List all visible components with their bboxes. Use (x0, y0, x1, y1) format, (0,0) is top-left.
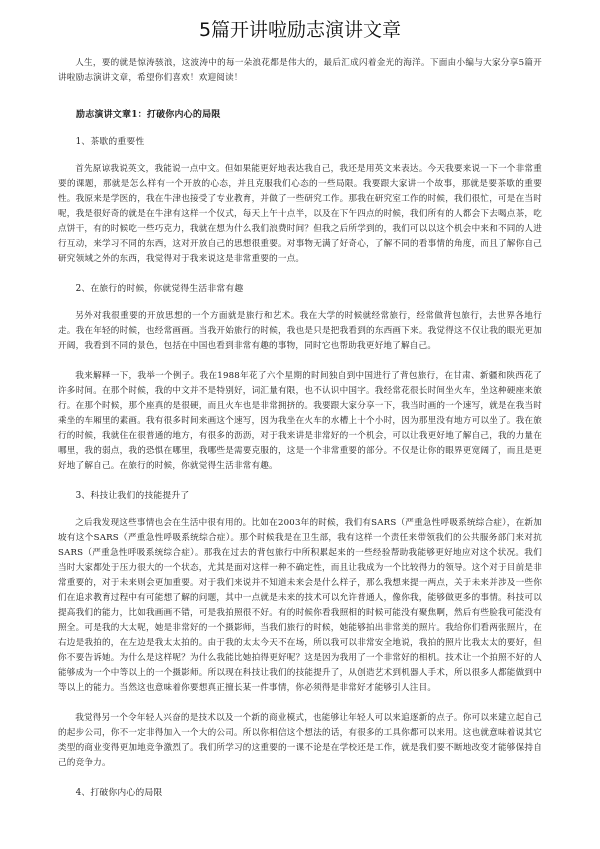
subheading-2: 2、在旅行的时候，你就觉得生活非常有趣 (75, 284, 244, 294)
intro-paragraph: 人生，要的就是惊涛骇浪，这波涛中的每一朵浪花都是伟大的，最后汇成闪着金光的海洋。下面由小编与大家分享5篇开讲啦励志演讲文章，希望你们喜欢！欢迎阅读！ (58, 58, 542, 83)
paragraph-3: 我来解释一下，我举一个例子。我在1988年花了六个星期的时间独自到中国进行了背包旅行，在甘肃、新疆和陕西花了许多时间。在那个时候，我的中文并不是特别好，词汇量有限，也不认识中国字。我经常花很长时间坐火车，坐这种硬座来旅行。在那个时候，那个座真的是很硬，而且火车也是非常拥挤的。我要跟大家分享一下，我当时画的一个速写，就是在我当时乘坐的车厢里的素画。我有很多时间来画这个速写，因为我坐在火车的水槽上十个小时，因为那里没有地方可以坐了。我在旅行的时候，我就住在很普通的地方，有很多的沥沥，对于我来讲是非常好的一个机会，可以让我更好地了解自己，我的力量在哪里，我的弱点，我的恐惧在哪里，我哪些是需要克服的，这是一个非常重要的部分。不仅是让你的眼界更宽阔了，而且是更好地了解自己。在旅行的时候，你就觉得生活非常有趣。 (58, 371, 542, 471)
subheading-4: 4、打破你内心的局限 (75, 788, 163, 798)
document-title: 5篇开讲啦励志演讲文章 (198, 19, 402, 41)
subheading-1: 1、茶歇的重要性 (75, 137, 145, 147)
paragraph-1: 首先原谅我说英文，我能说一点中文。但如果能更好地表达我自己，我还是用英文来表达。今天我要来说一下一个非常重要的课题，那就是怎么样有一个开放的心态，并且克服我们心态的一些局限。我要跟大家讲一个故事，那就是要茶歇的重要性。我原来是学医的，我在牛津也接受了专业教育，并做了一些研究工作。那我在研究室工作的时候，我们很忙，可是在当时呢，我是很好奇的就是在牛津有这样一个仪式，每天上午十点半，以及在下午四点的时候，我们所有的人都会下去喝点茶，吃点饼干，有的时候吃一些巧克力，我就在想为什么我们浪费时间？但我之后所学到的，我们可以以这个机会中来和不同的人进行互动，来学习不同的东西，这对开放自己的思想很重要。对事物无满了好奇心，了解不同的看事情的角度，而且了解你自己研究领域之外的东西，我觉得对于我来说这是非常重要的一点。 (58, 164, 542, 264)
paragraph-4: 之后我发现这些事情也会在生活中很有用的。比如在2003年的时候，我们有SARS（严重急性呼吸系统综合症），在新加坡有这个SARS（严重急性呼吸系统综合症）。那个时候我是在卫生部，我有这样一个责任来带领我们的公共服务部门来对抗SARS（严重急性呼吸系统综合症）。那我在过去的背包旅行中所积累起来的一些经验帮助我能够更好地应对这个状况。我们当时大家都处于压力很大的一个状态，尤其是面对这样一种不确定性，而且让我成为一个比较得力的领导。这个对于目前是非常重要的，对于未来则会更加重要。对于我们来说并不知道未来会是什么样子，那么我想来提一两点，关于未来并涉及一些你们在追求教育过程中有可能想了解的问题，其中一点就是未来的技术可以允许普通人，像你我，能够做更多的事情。科技可以提高我们的能力，比如我画画不错，可是我拍照很不好。有的时候你看我照相的时候可能没有聚焦啊，然后有些脸我可能没有照全。可是我的大太呢，她是非常好的一个摄影师，当我们旅行的时候，她能够拍出非常美的照片。我给你们看两张照片，在右边是我拍的，在左边是我太太拍的。由于我的太太今天不在场，所以我可以非常安全地说，我拍的照片比我太太的要好，但你不要告诉她。为什么是这样呢？为什么我能比她拍得更好呢？这是因为我用了一个非常好的相机。技术让一个拍照不好的人能够成为一个中等以上的一个摄影师。所以现在科技让我们的技能提升了，从创造艺术到机器人手术，所以很多人都能做到中等以上的能力。当然这也意味着你要想真正擅长某一件事情，你必须得是非常好才能够引人注目。 (58, 518, 542, 693)
article-heading: 励志演讲文章1：打破你内心的局限 (76, 110, 221, 120)
subheading-3: 3、科技让我们的技能提升了 (75, 491, 190, 501)
paragraph-5: 我觉得另一个令年轻人兴奋的是技术以及一个新的商业模式，也能够让年轻人可以来追逐新的点子。你可以来建立起自己的起步公司，你不一定非得加入一个大的公司。所以你相信这个想法的话，有很多的工具你都可以来用。这也就意味着说其它类型的商业变得更加地竞争激烈了。我们所学习的这重要的一课不论是在学校还是工作，就是我们要不断地改变才能够保持自己的竞争力。 (58, 713, 542, 768)
paragraph-2: 另外对我很重要的开放思想的一个方面就是旅行和艺术。我在大学的时候就经常旅行，经常做背包旅行，去世界各地行走。我在年轻的时候，也经常画画。当我开始旅行的时候，我也是只是把我看到的东西画下来。我觉得这不仅让我的眼光更加开阔，我看到不同的景色，包括在中国也看到非常有趣的事物，同时它也帮助我更好地了解自己。 (58, 311, 542, 351)
